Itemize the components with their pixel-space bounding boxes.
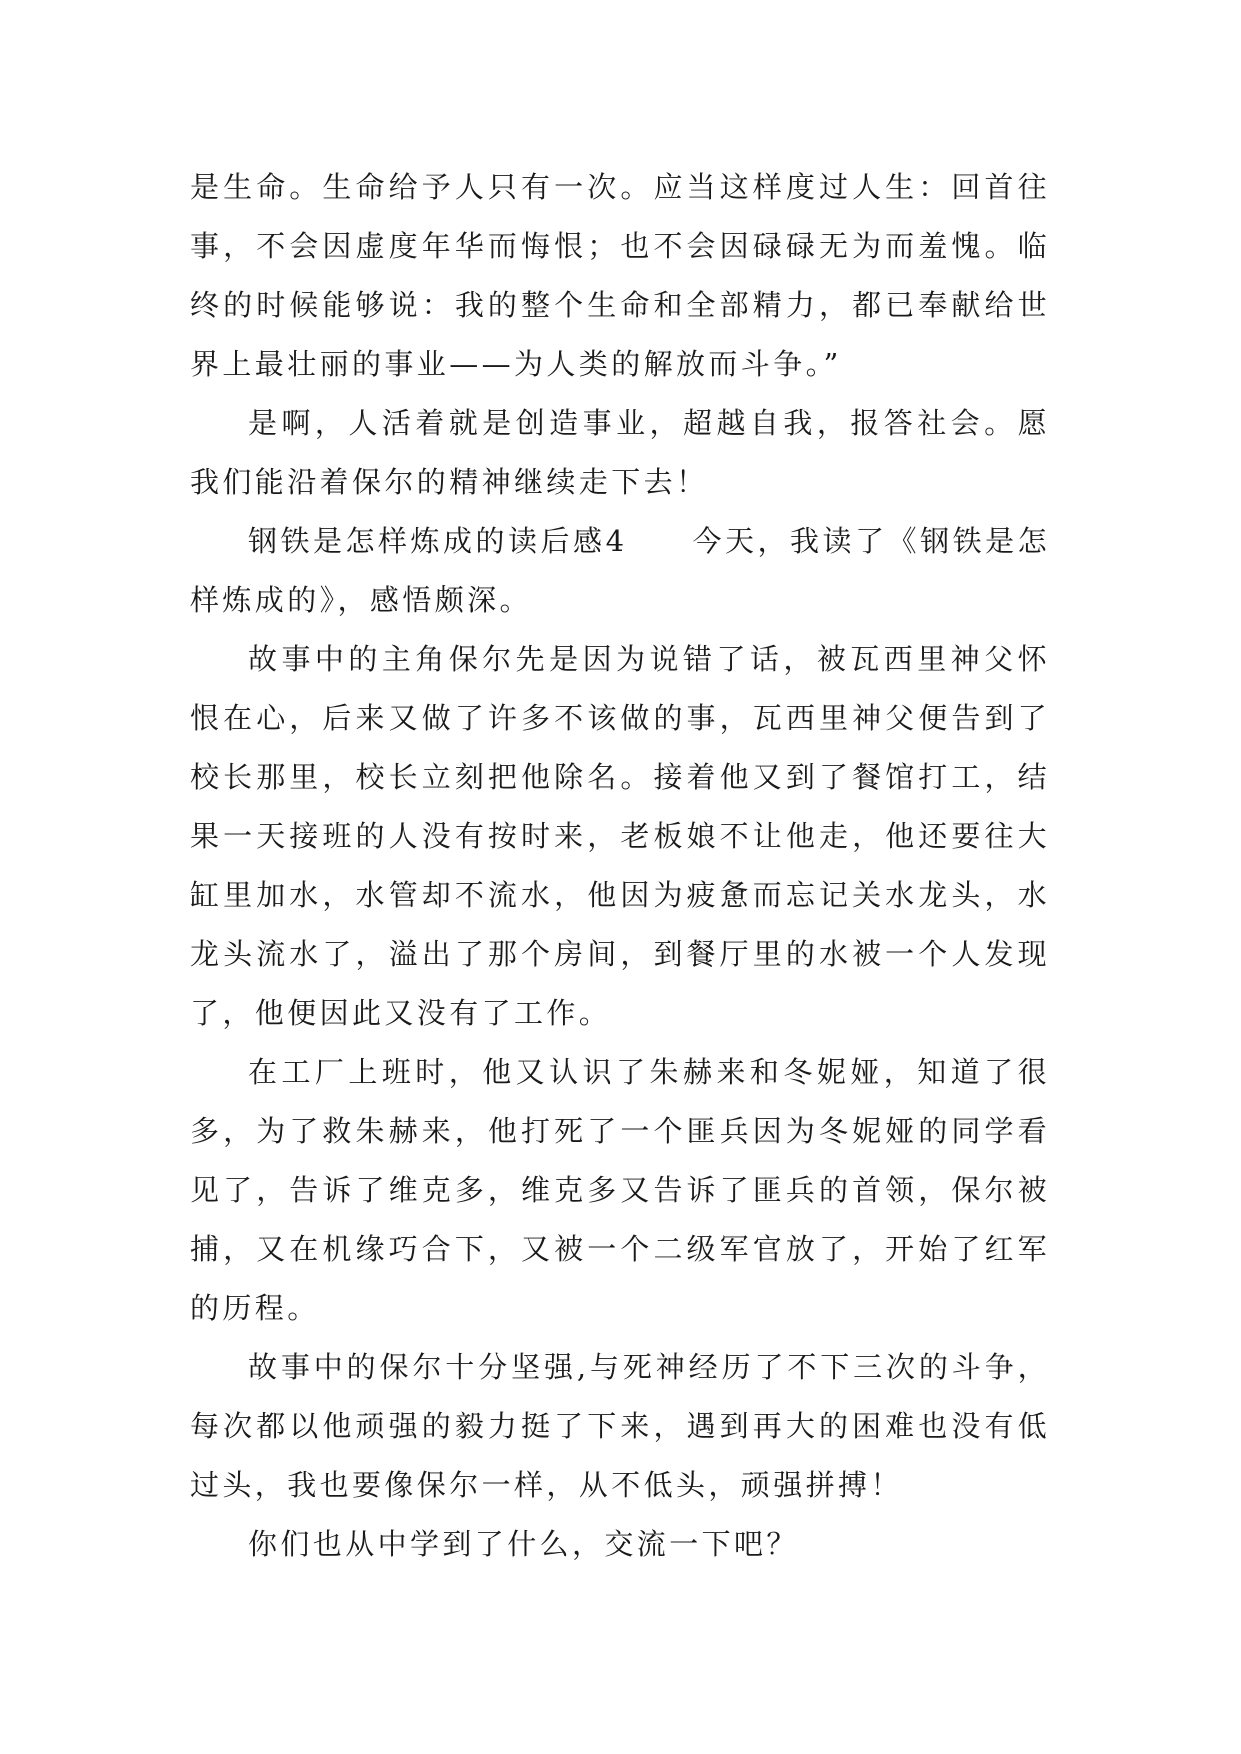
paragraph-essay-title: 钢铁是怎样炼成的读后感4 今天，我读了《钢铁是怎样炼成的》，感悟颇深。: [190, 524, 1050, 617]
paragraph-continuation: 是生命。生命给予人只有一次。应当这样度过人生：回首往事，不会因虚度年华而悔恨；也不会因碌碌无为而羞愧。临终的时候能够说：我的整个生命和全部精力，都已奉献给世界上最壮丽的事业——为人类的解放而斗争。”: [190, 170, 1050, 381]
paragraph: 故事中的主角保尔先是因为说错了话，被瓦西里神父怀恨在心，后来又做了许多不该做的事，瓦西里神父便告到了校长那里，校长立刻把他除名。接着他又到了餐馆打工，结果一天接班的人没有按时来，老板娘不让他走，他还要往大缸里加水，水管却不流水，他因为疲惫而忘记关水龙头，水龙头流水了，溢出了那个房间，到餐厅里的水被一个人发现了，他便因此又没有了工作。: [190, 642, 1050, 1030]
paragraph: 在工厂上班时，他又认识了朱赫来和冬妮娅，知道了很多，为了救朱赫来，他打死了一个匪兵因为冬妮娅的同学看见了，告诉了维克多，维克多又告诉了匪兵的首领，保尔被捕，又在机缘巧合下，又被一个二级军官放了，开始了红军的历程。: [190, 1055, 1050, 1325]
paragraph: 是啊，人活着就是创造事业，超越自我，报答社会。愿我们能沿着保尔的精神继续走下去！: [190, 406, 1050, 499]
article-body: [190, 158, 1050, 1574]
paragraph: 你们也从中学到了什么，交流一下吧？: [248, 1527, 799, 1561]
paragraph: 故事中的保尔十分坚强,与死神经历了不下三次的斗争，每次都以他顽强的毅力挺了下来，遇到再大的困难也没有低过头，我也要像保尔一样，从不低头，顽强拼搏！: [190, 1350, 1050, 1502]
